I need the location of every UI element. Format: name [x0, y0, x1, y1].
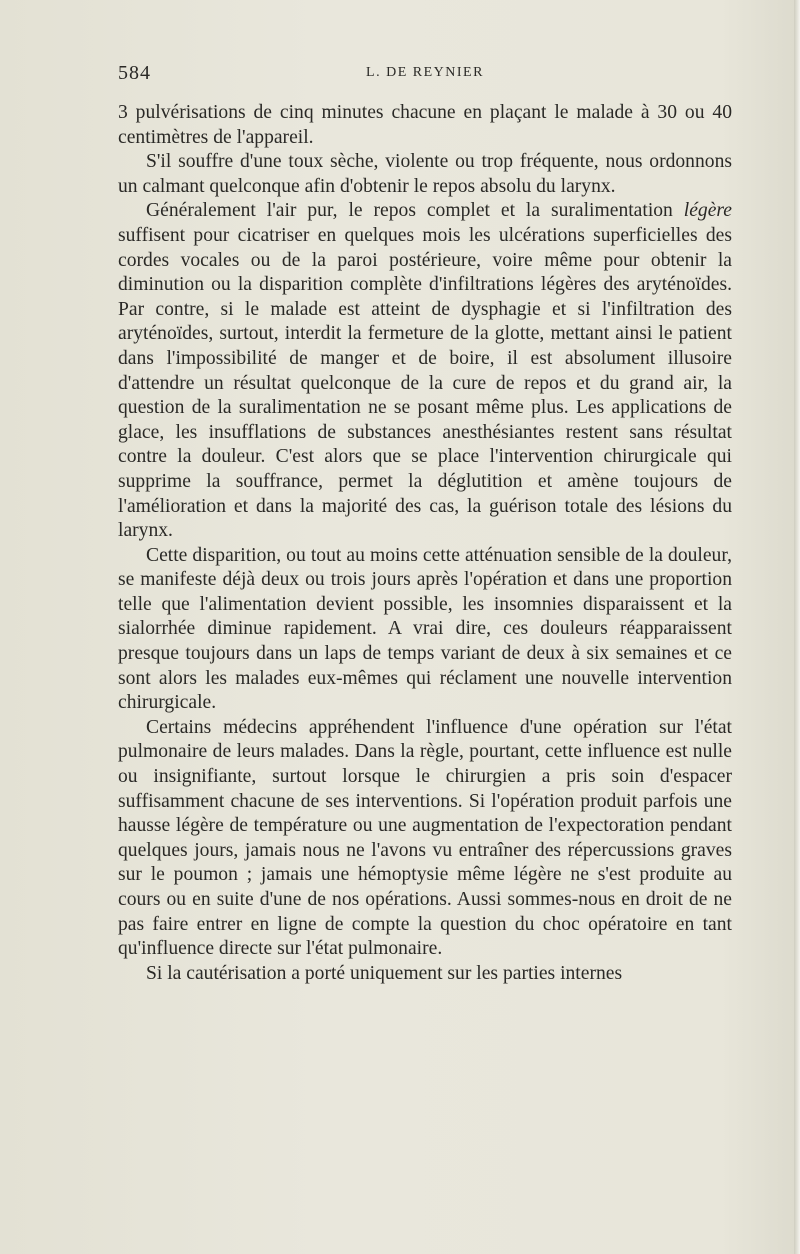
running-head: L. DE REYNIER: [366, 65, 484, 80]
paragraph-text: suffisent pour cicatriser en quelques mois les ulcérations superficielles des cordes vocales ou de la paroi postérieure, voire même pour obtenir la diminution ou la disparition complète d'infiltrations légères des aryténoïdes. Par contre, si le malade est atteint de dysphagie et si l'infiltration des aryténoïdes, surtout, interdit la fermeture de la glotte, mettant ainsi le patient dans l'impossibilité de manger et de boire, il est absolument illusoire d'attendre un résultat quelconque de la cure de repos et du grand air, la question de la suralimentation ne se posant même plus. Les applications de glace, les insufflations de substances anesthésiantes restent sans résultat contre la douleur. C'est alors que se place l'intervention chirurgicale qui supprime la souffrance, permet la déglutition et amène toujours de l'amélioration et dans la majorité des cas, la guérison totale des lésions du larynx.: [118, 224, 732, 542]
italic-word: légère: [683, 200, 732, 222]
page-edge: [794, 0, 800, 1254]
page-number: 584: [118, 62, 151, 84]
paragraph: [118, 199, 732, 543]
paragraph-text: Généralement l'air pur, le repos complet et la suralimentation: [146, 200, 684, 222]
body-text: [118, 101, 732, 986]
paragraph: Si la cautérisation a porté uniquement sur les parties internes: [146, 962, 623, 984]
paragraph: Cette disparition, ou tout au moins cette atténuation sensible de la douleur, se manifeste déjà deux ou trois jours après l'opération et dans une proportion telle que l'alimentation devient possible, les insomnies disparaissent et la sialorrhée diminue rapidement. A vrai dire, ces douleurs réapparaissent presque toujours dans un laps de temps variant de deux à six semaines et ce sont alors les malades eux-mêmes qui réclament une nouvelle intervention chirurgicale.: [118, 544, 732, 714]
paragraph: Certains médecins appréhendent l'influence d'une opération sur l'état pulmonaire de leurs malades. Dans la règle, pourtant, cette influence est nulle ou insignifiante, surtout lorsque le chirurgien a pris soin d'espacer suffisamment chacune de ses interventions. Si l'opération produit parfois une hausse légère de température ou une augmentation de l'expectoration pendant quelques jours, jamais nous ne l'avons vu entraîner des répercussions graves sur le poumon ; jamais une hémoptysie même légère ne s'est produite au cours ou en suite d'une de nos opérations. Aussi sommes-nous en droit de ne pas faire entrer en ligne de compte la question du choc opératoire en tant qu'influence directe sur l'état pulmonaire.: [118, 716, 732, 960]
page-header: [118, 62, 732, 92]
paragraph: S'il souffre d'une toux sèche, violente ou trop fréquente, nous ordonnons un calmant quelconque afin d'obtenir le repos absolu du larynx.: [118, 151, 732, 197]
paragraph: 3 pulvérisations de cinq minutes chacune en plaçant le malade à 30 ou 40 centimètres de l'appareil.: [118, 102, 732, 148]
